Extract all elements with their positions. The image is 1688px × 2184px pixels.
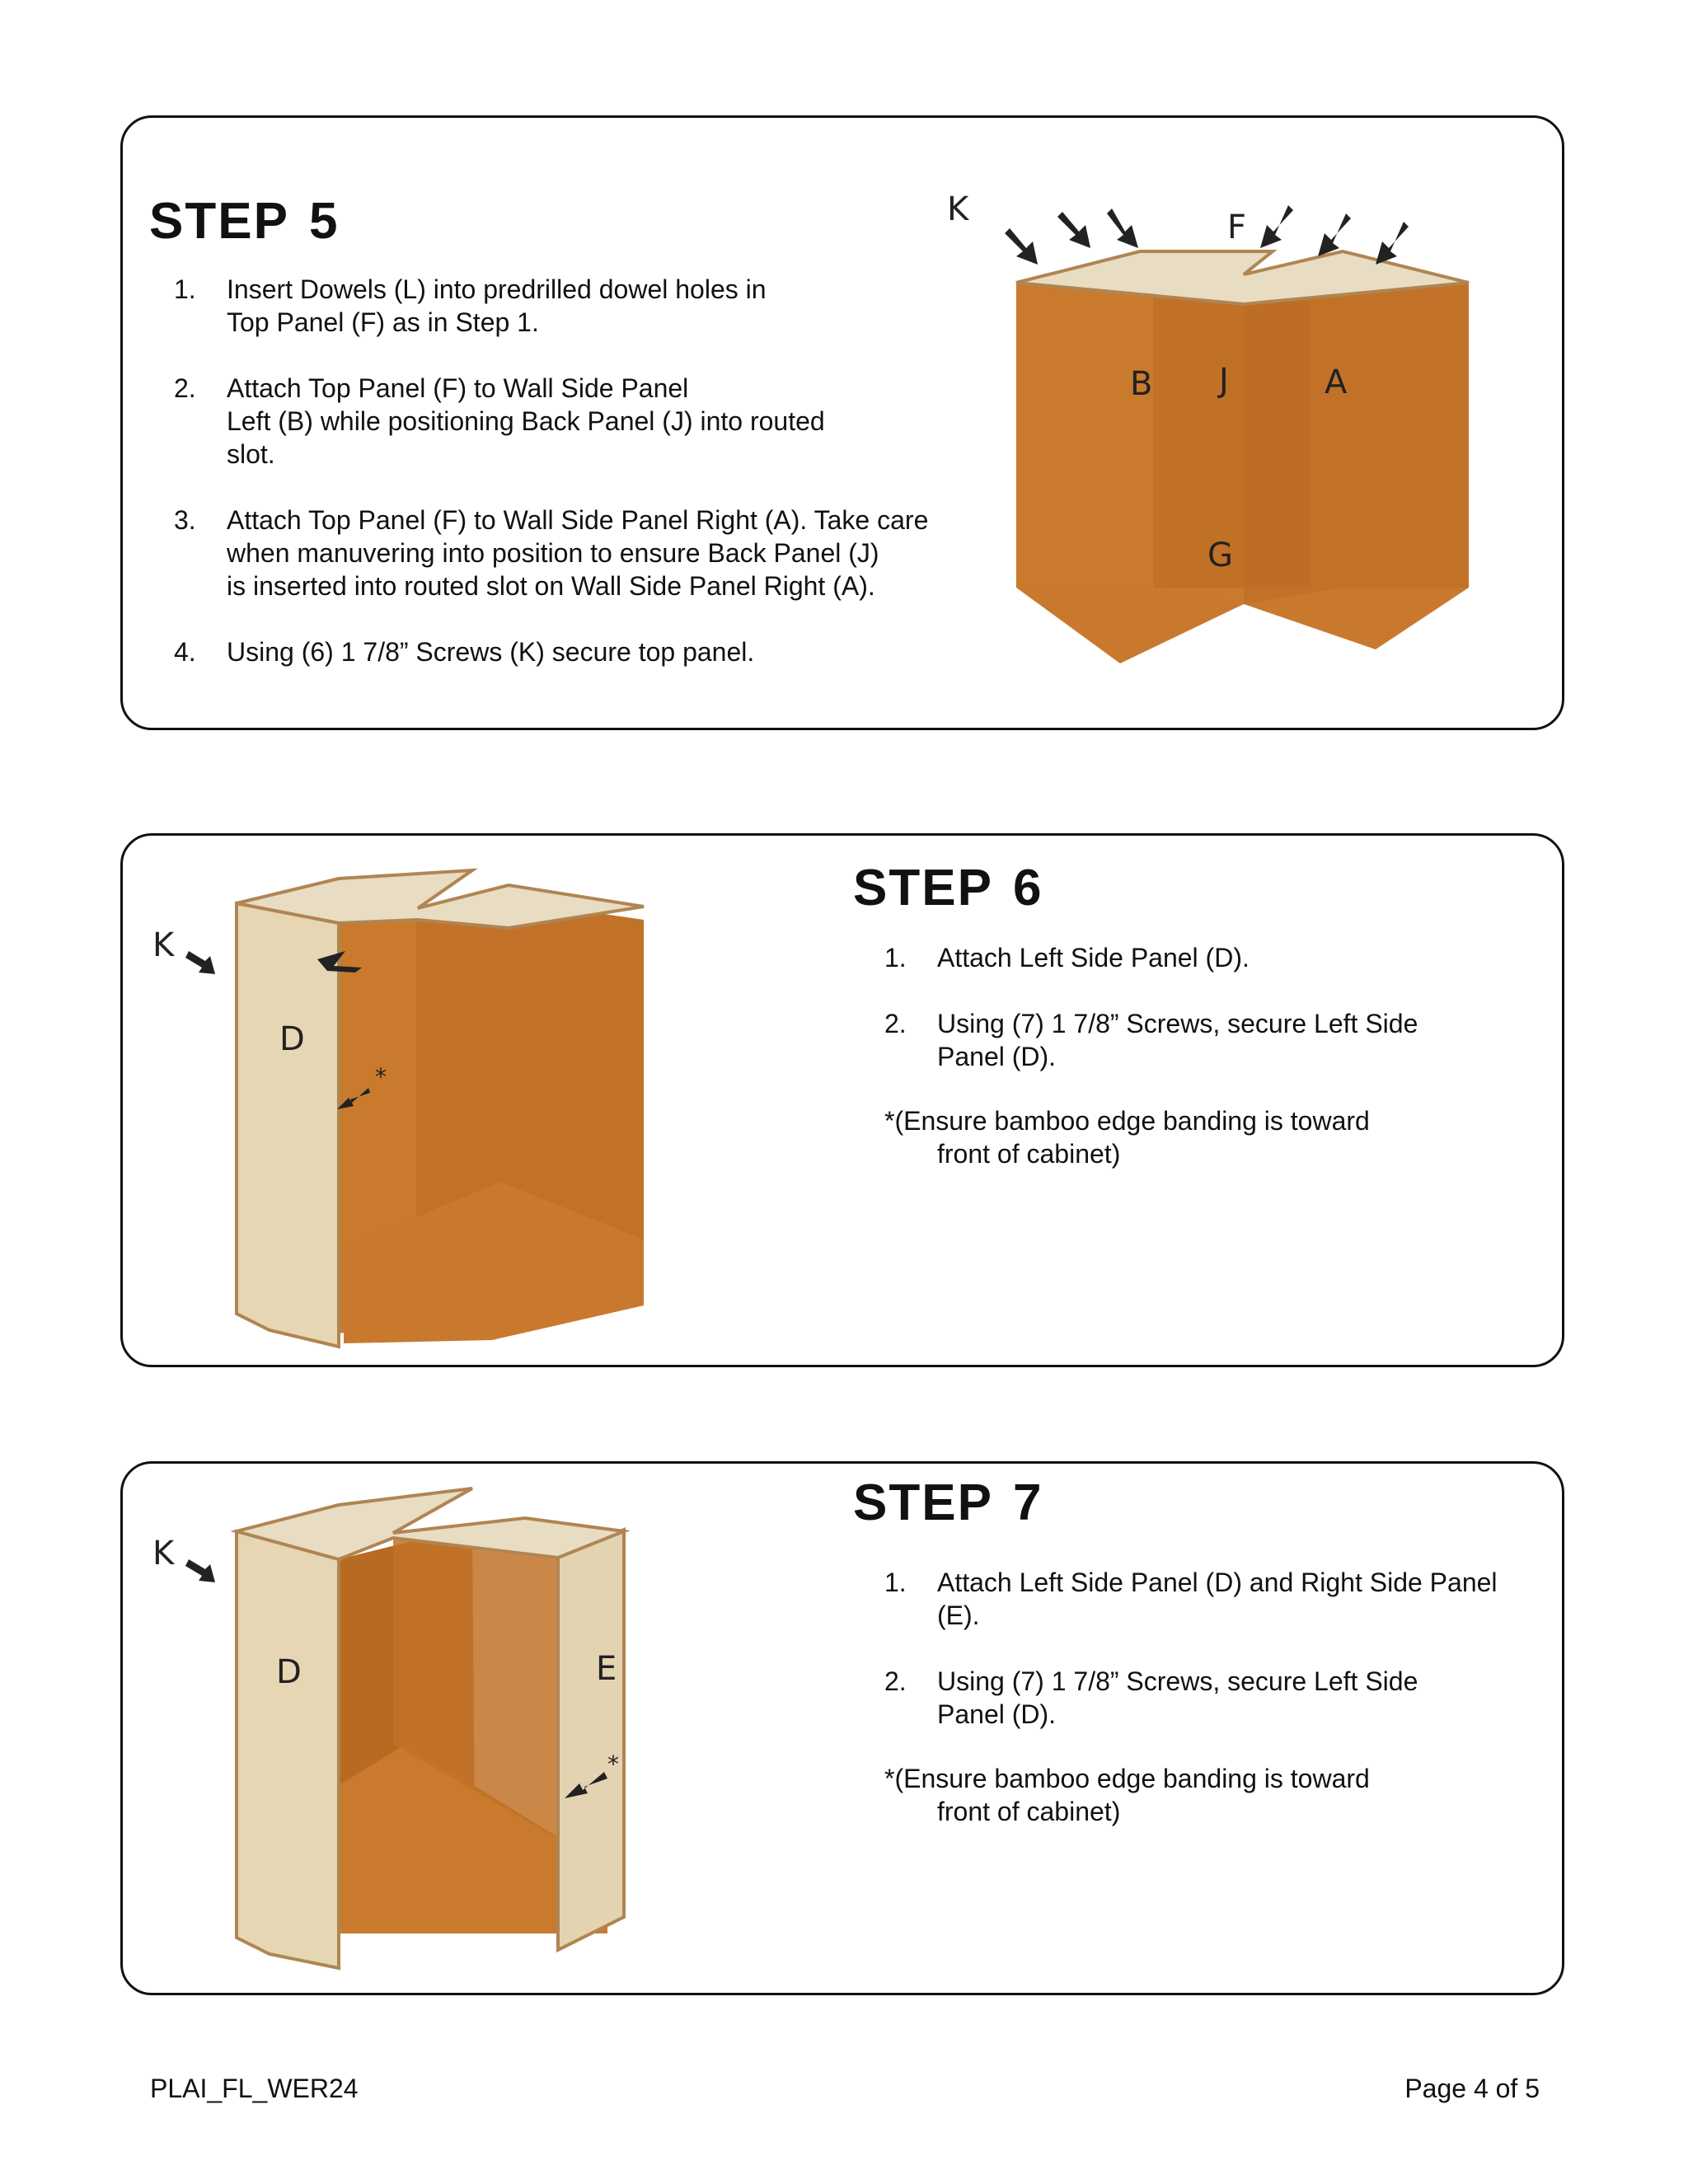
- step-5-instructions: [174, 273, 998, 701]
- label-k: K: [947, 190, 969, 228]
- list-item: 1. Attach Left Side Panel (D).: [884, 943, 1250, 972]
- step-7-instructions: [884, 1566, 1544, 1764]
- step-6-cabinet-figure: [146, 852, 657, 1363]
- footer-page-number: Page 4 of 5: [1404, 2074, 1540, 2103]
- list-item: 2. Attach Top Panel (F) to Wall Side Panel Left (B) while positioning Back Panel (J) into routed slot.: [174, 373, 825, 469]
- step-7-note: *(Ensure bamboo edge banding is toward front of cabinet): [884, 1764, 1370, 1826]
- step-6-title: STEP 6: [853, 860, 1043, 916]
- label-star: *: [375, 1063, 387, 1090]
- screw-arrow: [185, 951, 215, 974]
- list-item: 1. Attach Left Side Panel (D) and Right Side Panel (E).: [884, 1568, 1498, 1630]
- step-6-note: *(Ensure bamboo edge banding is toward front of cabinet): [884, 1106, 1370, 1169]
- label-d: D: [276, 1653, 302, 1691]
- label-star: *: [607, 1750, 619, 1778]
- label-g: G: [1207, 537, 1233, 574]
- panel-d: [237, 1531, 339, 1968]
- screw-arrow: [185, 1559, 215, 1582]
- list-item: 2. Using (7) 1 7/8” Screws, secure Left Side Panel (D).: [884, 1666, 1418, 1729]
- label-k: K: [152, 926, 175, 964]
- step-6-instructions: [884, 941, 1511, 1106]
- list-item: 4. Using (6) 1 7/8” Screws (K) secure top panel.: [174, 637, 755, 667]
- label-b: B: [1130, 365, 1153, 403]
- step-7-cabinet-figure: [146, 1472, 657, 1991]
- step-5-title: STEP 5: [149, 193, 340, 250]
- footer-doc-code: PLAI_FL_WER24: [150, 2074, 359, 2103]
- label-d: D: [279, 1020, 305, 1058]
- label-j: J: [1219, 362, 1229, 400]
- label-f: F: [1227, 209, 1247, 246]
- panel-d: [237, 903, 339, 1347]
- step-7-title: STEP 7: [853, 1474, 1043, 1531]
- step-7-panel: [120, 1461, 1564, 1995]
- label-k: K: [152, 1535, 175, 1572]
- step-6-panel: [120, 833, 1564, 1367]
- step-5-panel: [120, 115, 1564, 730]
- panel-e: [558, 1530, 624, 1950]
- list-item: 3. Attach Top Panel (F) to Wall Side Panel Right (A). Take care when manuvering into position to ensure Back Panel (J) is inserted into routed slot on Wall Side Panel Right (A).: [174, 505, 929, 601]
- step-5-cabinet-figure: [947, 159, 1540, 719]
- label-e: E: [596, 1650, 617, 1688]
- list-item: 1. Insert Dowels (L) into predrilled dowel holes in Top Panel (F) as in Step 1.: [174, 274, 767, 337]
- label-a: A: [1325, 363, 1348, 401]
- list-item: 2. Using (7) 1 7/8” Screws, secure Left Side Panel (D).: [884, 1009, 1418, 1071]
